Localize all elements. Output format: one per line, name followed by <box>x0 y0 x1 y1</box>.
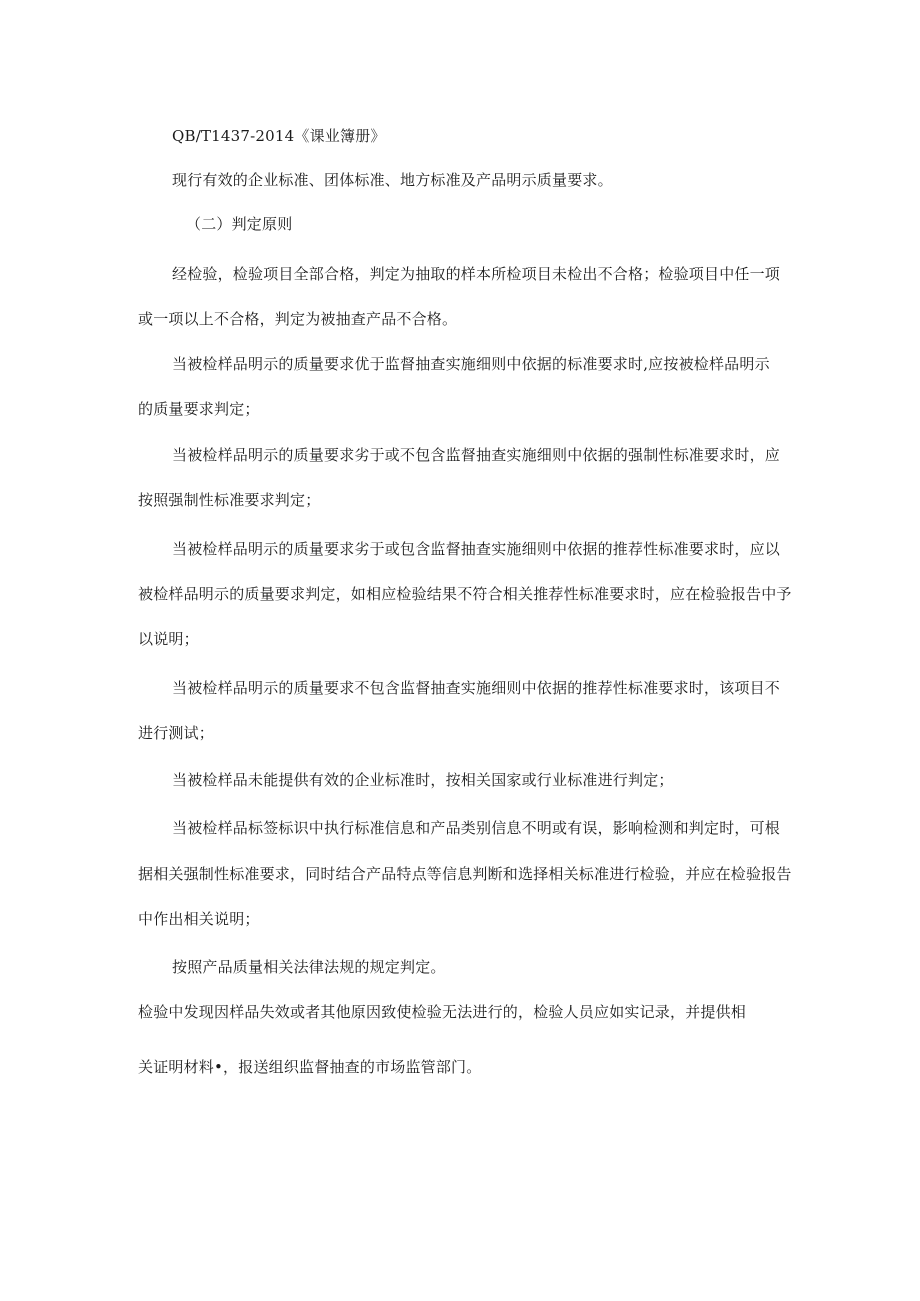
paragraph-line: 当被检样品明示的质量要求优于监督抽查实施细则中依据的标准要求时,应按被检样品明示 <box>172 355 770 373</box>
standard-reference: QB/T1437-2014《课业簿册》 <box>172 127 386 145</box>
section-heading: （二）判定原则 <box>186 215 293 233</box>
paragraph-line: 经检验，检验项目全部合格，判定为抽取的样本所检项目未检出不合格；检验项目中任一项 <box>172 265 781 283</box>
paragraph-line: 被检样品明示的质量要求判定，如相应检验结果不符合相关推荐性标准要求时，应在检验报告中予 <box>138 585 792 603</box>
paragraph-line: 当被检样品明示的质量要求不包含监督抽查实施细则中依据的推荐性标准要求时，该项目不 <box>172 679 781 697</box>
paragraph-line: 关证明材料•，报送组织监督抽查的市场监管部门。 <box>138 1058 482 1076</box>
paragraph-line: 当被检样品明示的质量要求劣于或包含监督抽查实施细则中依据的推荐性标准要求时，应以 <box>172 540 781 558</box>
paragraph-line: 当被检样品标签标识中执行标准信息和产品类别信息不明或有误，影响检测和判定时，可根 <box>172 819 781 837</box>
paragraph-line: 的质量要求判定； <box>138 400 260 418</box>
paragraph-line: 按照强制性标准要求判定； <box>138 491 321 509</box>
paragraph-line: 现行有效的企业标准、团体标准、地方标准及产品明示质量要求。 <box>172 171 613 189</box>
paragraph-line: 据相关强制性标准要求，同时结合产品特点等信息判断和选择相关标准进行检验，并应在检验报告 <box>138 865 792 883</box>
paragraph-line: 按照产品质量相关法律法规的规定判定。 <box>172 958 446 976</box>
paragraph-line: 进行测试； <box>138 724 215 742</box>
paragraph-line: 以说明； <box>138 630 199 648</box>
paragraph-line: 或一项以上不合格，判定为被抽查产品不合格。 <box>138 310 458 328</box>
paragraph-line: 检验中发现因样品失效或者其他原因致使检验无法进行的，检验人员应如实记录，并提供相 <box>138 1003 747 1021</box>
paragraph-line: 当被检样品明示的质量要求劣于或不包含监督抽查实施细则中依据的强制性标准要求时，应 <box>172 446 781 464</box>
paragraph-line: 当被检样品未能提供有效的企业标准时，按相关国家或行业标准进行判定； <box>172 771 674 789</box>
paragraph-line: 中作出相关说明； <box>138 910 260 928</box>
